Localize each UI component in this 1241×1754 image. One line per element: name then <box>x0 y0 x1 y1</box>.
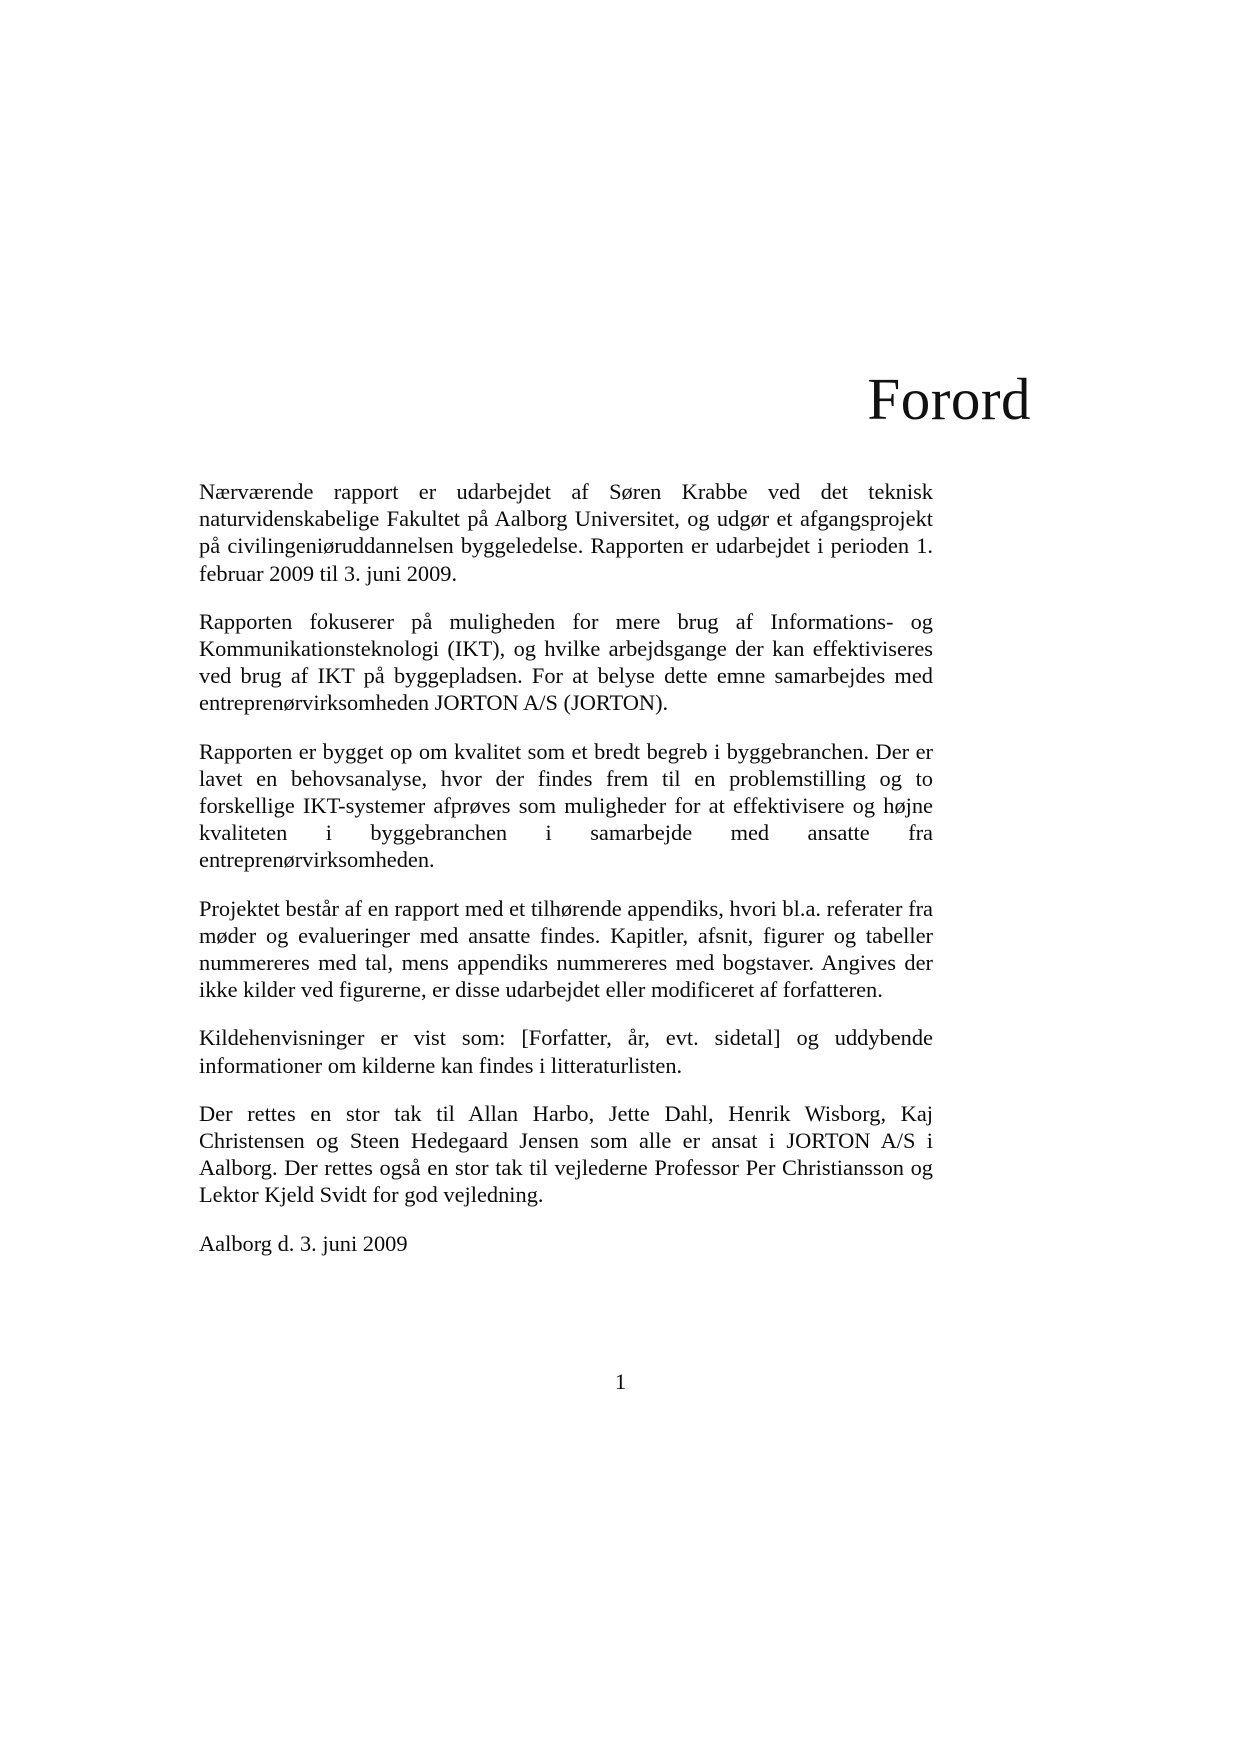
page-title: Forord <box>867 365 1031 432</box>
paragraph-structure: Rapporten er bygget op om kvalitet som et bredt begreb i byggebranchen. Der er lavet en behovsanalyse, hvor der findes frem til en problemstilling og to forskellige IKT-systemer afprøves som muligheder for at effektivisere og højne kvaliteten i byggebranchen i samarbejde med ansatte fra entreprenørvirksomheden. <box>199 738 933 873</box>
page-number: 1 <box>614 1369 627 1394</box>
paragraph-thanks: Der rettes en stor tak til Allan Harbo, Jette Dahl, Henrik Wisborg, Kaj Christensen og Steen Hedegaard Jensen som alle er ansat i JORTON A/S i Aalborg. Der rettes også en stor tak til vejlederne Professor Per Christiansson og Lektor Kjeld Svidt for god vejledning. <box>199 1100 933 1208</box>
paragraph-focus: Rapporten fokuserer på muligheden for mere brug af Informations- og Kommunikationsteknologi (IKT), og hvilke arbejdsgange der kan effektiviseres ved brug af IKT på byggepladsen. For at belyse dette emne samarbejdes med entreprenørvirksomheden JORTON A/S (JORTON). <box>199 608 933 716</box>
paragraph-signature: Aalborg d. 3. juni 2009 <box>199 1230 408 1256</box>
body-text <box>199 478 933 1257</box>
paragraph-intro: Nærværende rapport er udarbejdet af Søren Krabbe ved det teknisk naturvidenskabelige Fakultet på Aalborg Universitet, og udgør et afgangsprojekt på civilingeniøruddannelsen byggeledelse. Rapporten er udarbejdet i perioden 1. februar 2009 til 3. juni 2009. <box>199 479 933 586</box>
paragraph-citations: Kildehenvisninger er vist som: [Forfatter, år, evt. sidetal] og uddybende informationer om kilderne kan findes i litteraturlisten. <box>199 1025 933 1078</box>
paragraph-appendix: Projektet består af en rapport med et tilhørende appendiks, hvori bl.a. referater fra møder og evalueringer med ansatte findes. Kapitler, afsnit, figurer og tabeller nummereres med tal, mens appendiks nummereres med bogstaver. Angives der ikke kilder ved figurerne, er disse udarbejdet eller modificeret af forfatteren. <box>199 895 933 1003</box>
